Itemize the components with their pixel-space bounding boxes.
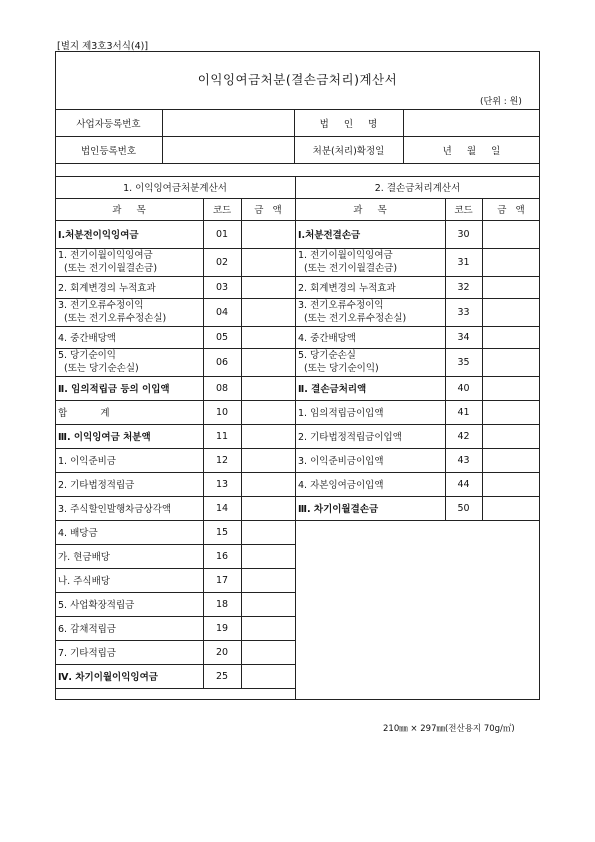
left-row-code-cell: 08	[215, 382, 229, 394]
left-row-code-cell: 15	[215, 526, 229, 538]
left-row-amount-cell[interactable]	[241, 220, 295, 248]
left-row-code-cell: 04	[215, 306, 229, 318]
right-row-code-cell: 44	[457, 478, 470, 490]
corp-name-field[interactable]	[403, 109, 540, 136]
left-row-item-cell: Ⅳ. 차기이월이익잉여금	[58, 672, 158, 683]
left-row-amount-cell[interactable]	[241, 616, 295, 640]
left-row-item-cell: 5. 사업확장적립금	[58, 600, 135, 611]
left-section-heading: 1. 이익잉여금처분계산서	[123, 183, 227, 194]
left-row-item-line1: 1. 전기이월이익잉여금	[58, 250, 153, 261]
left-row-item-cell: 4. 중간배당액	[58, 333, 116, 344]
left-row-item-cell: 나. 주식배당	[58, 576, 110, 587]
left-row-code-cell: 18	[215, 598, 229, 610]
left-row-code-cell: 20	[215, 646, 229, 658]
right-row-item-cell: 3. 이익준비금이입액	[298, 456, 384, 467]
left-row-amount-cell[interactable]	[241, 664, 295, 688]
left-row-item-cell: 합 계	[58, 408, 110, 419]
confirm-date-field[interactable]: 년 월 일	[442, 145, 501, 157]
right-row-item-cell: Ⅰ.처분전결손금	[298, 230, 361, 241]
left-row-code-cell: 02	[215, 256, 229, 268]
right-row-amount-cell[interactable]	[482, 326, 540, 348]
right-row-amount-cell[interactable]	[482, 424, 540, 448]
right-row-item-cell: 2. 회계변경의 누적효과	[298, 283, 396, 294]
left-row-item-cell: 6. 감채적립금	[58, 624, 116, 635]
right-row-code-col-rule	[445, 198, 446, 520]
left-row-code-cell: 14	[215, 502, 229, 514]
right-row-amount-cell[interactable]	[482, 376, 540, 400]
form-title: 이익잉여금처분(결손금처리)계산서	[197, 72, 398, 87]
form-tag: [별지 제3호3서식(4)]	[57, 41, 149, 52]
left-row-amount-cell[interactable]	[241, 298, 295, 326]
right-row-code-cell: 43	[457, 454, 470, 466]
left-row-item-cell	[55, 348, 203, 376]
left-row-item-cell: Ⅱ. 임의적립금 등의 이입액	[58, 384, 170, 395]
right-row-code-cell: 33	[457, 306, 470, 318]
right-row-amount-cell[interactable]	[482, 276, 540, 298]
left-row-item-line1: 3. 전기오류수정이익	[58, 300, 144, 311]
right-row-item-cell: Ⅲ. 차기이월결손금	[298, 504, 379, 515]
left-row-code-cell: 03	[215, 281, 229, 293]
left-row-code-cell: 11	[215, 430, 229, 442]
left-row-item-line2: (또는 전기오류수정손실)	[58, 313, 167, 324]
biz-reg-no-label: 사업자등록번호	[76, 118, 141, 130]
left-row-item-cell	[55, 248, 203, 276]
left-row-amount-cell[interactable]	[241, 592, 295, 616]
left-row-amount-cell[interactable]	[241, 424, 295, 448]
paper-spec: 210㎜ × 297㎜(전산용지 70g/㎡)	[383, 724, 515, 734]
left-row-amount-cell[interactable]	[241, 520, 295, 544]
left-row-item-cell: 2. 기타법정적립금	[58, 480, 135, 491]
left-row-code-cell: 05	[215, 331, 229, 343]
confirm-date-label: 처분(처리)확정일	[312, 145, 385, 157]
left-row-item-line1: 5. 당기순이익	[58, 350, 116, 361]
right-row-item-cell	[295, 248, 445, 276]
left-row-amount-cell[interactable]	[241, 472, 295, 496]
corp-reg-no-field[interactable]	[162, 136, 294, 163]
right-row-amount-cell[interactable]	[482, 248, 540, 276]
right-row-item-cell: 4. 자본잉여금이입액	[298, 480, 384, 491]
right-row-amount-cell[interactable]	[482, 348, 540, 376]
corp-name-label: 법 인 명	[319, 118, 378, 130]
left-row-item-cell: Ⅰ.처분전이익잉여금	[58, 230, 139, 241]
left-col-item-header: 과 목	[112, 205, 146, 216]
right-row-item-line1: 5. 당기순손실	[298, 350, 356, 361]
left-row-item-cell: Ⅲ. 이익잉여금 처분액	[58, 432, 151, 443]
right-row-amount-cell[interactable]	[482, 400, 540, 424]
left-row-amount-cell[interactable]	[241, 276, 295, 298]
right-row-item-line2: (또는 당기순이익)	[298, 363, 379, 374]
left-row-item-cell: 4. 배당금	[58, 528, 98, 539]
left-row-code-cell: 10	[215, 406, 229, 418]
right-row-code-cell: 34	[457, 331, 470, 343]
right-row-item-cell	[295, 298, 445, 326]
left-row-code-cell: 17	[215, 574, 229, 586]
right-row-code-cell: 32	[457, 281, 470, 293]
left-row-code-cell: 19	[215, 622, 229, 634]
left-row-item-line2: (또는 당기순손실)	[58, 363, 139, 374]
left-row-code-cell: 25	[215, 670, 229, 682]
left-row-item-cell: 가. 현금배당	[58, 552, 110, 563]
right-row-amount-cell[interactable]	[482, 220, 540, 248]
left-row-code-cell: 12	[215, 454, 229, 466]
left-row-amount-cell[interactable]	[241, 448, 295, 472]
right-row-item-cell: Ⅱ. 결손금처리액	[298, 384, 367, 395]
right-row-amount-col-rule	[482, 198, 483, 520]
biz-reg-no-field[interactable]	[162, 109, 294, 136]
left-row-amount-cell[interactable]	[241, 400, 295, 424]
left-row-amount-col-rule	[241, 198, 242, 688]
left-row-amount-cell[interactable]	[241, 348, 295, 376]
right-row-amount-cell[interactable]	[482, 298, 540, 326]
left-row-amount-cell[interactable]	[241, 544, 295, 568]
left-row-amount-cell[interactable]	[241, 376, 295, 400]
left-row-code-cell: 01	[215, 228, 229, 240]
right-row-amount-cell[interactable]	[482, 448, 540, 472]
right-row-code-cell: 42	[457, 430, 470, 442]
left-row-amount-cell[interactable]	[241, 326, 295, 348]
left-row-item-cell: 7. 기타적립금	[58, 648, 116, 659]
left-row-code-cell: 16	[215, 550, 229, 562]
right-row-item-line2: (또는 전기이월결손금)	[298, 263, 398, 274]
right-row-item-cell: 2. 기타법정적립금이입액	[298, 432, 402, 443]
right-row-code-cell: 31	[457, 256, 470, 268]
left-row-amount-cell[interactable]	[241, 496, 295, 520]
right-row-row-rule	[295, 520, 540, 521]
unit-label: (단위 : 원)	[480, 97, 522, 107]
right-row-code-cell: 50	[457, 502, 470, 514]
left-row-amount-cell[interactable]	[241, 248, 295, 276]
left-row-code-cell: 13	[215, 478, 229, 490]
right-section-heading: 2. 결손금처리계산서	[374, 183, 461, 194]
right-row-code-cell: 35	[457, 356, 470, 368]
left-col-code-header: 코드	[212, 205, 232, 216]
right-row-code-cell: 40	[457, 382, 470, 394]
left-row-item-line2: (또는 전기이월결손금)	[58, 263, 158, 274]
right-row-item-cell	[295, 348, 445, 376]
right-row-code-cell: 41	[457, 406, 470, 418]
left-row-item-cell: 2. 회계변경의 누적효과	[58, 283, 156, 294]
left-row-item-cell: 1. 이익준비금	[58, 456, 116, 467]
right-row-amount-cell[interactable]	[482, 496, 540, 520]
left-row-code-cell: 06	[215, 356, 229, 368]
right-col-code-header: 코드	[454, 205, 473, 216]
right-row-item-line2: (또는 전기오류수정손실)	[298, 313, 407, 324]
right-col-amount-header: 금 액	[497, 205, 525, 216]
left-row-amount-cell[interactable]	[241, 568, 295, 592]
header-bottom-rule	[55, 163, 540, 164]
right-row-item-line1: 3. 전기오류수정이익	[298, 300, 384, 311]
right-row-amount-cell[interactable]	[482, 472, 540, 496]
right-row-item-cell: 1. 임의적립금이입액	[298, 408, 384, 419]
right-col-item-header: 과 목	[353, 205, 387, 216]
right-row-item-line1: 1. 전기이월이익잉여금	[298, 250, 393, 261]
right-row-code-cell: 30	[457, 228, 470, 240]
left-row-code-col-rule	[203, 198, 204, 688]
corp-reg-no-label: 법인등록번호	[80, 145, 137, 157]
left-col-amount-header: 금 액	[254, 205, 282, 216]
left-row-row-rule	[55, 688, 295, 689]
left-row-amount-cell[interactable]	[241, 640, 295, 664]
right-row-item-cell: 4. 중간배당액	[298, 333, 356, 344]
left-row-item-cell: 3. 주식할인발행차금상각액	[58, 504, 172, 515]
left-row-item-cell	[55, 298, 203, 326]
